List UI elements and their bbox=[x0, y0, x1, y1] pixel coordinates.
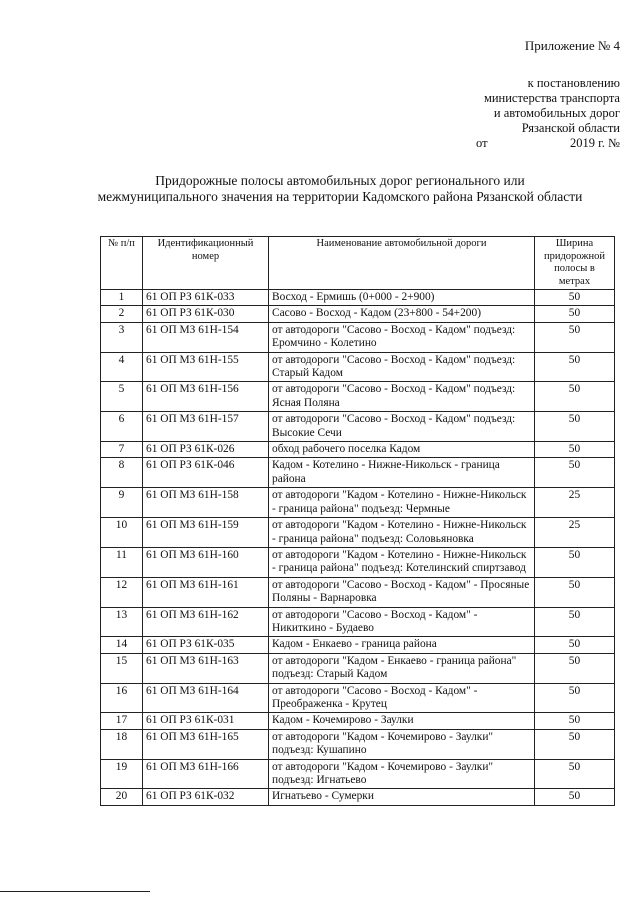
row-id: 61 ОП РЗ 61К-026 bbox=[143, 442, 269, 458]
header-id: Идентификационный номер bbox=[143, 237, 269, 290]
row-width: 50 bbox=[535, 547, 615, 577]
table-row bbox=[101, 577, 615, 607]
row-id: 61 ОП РЗ 61К-033 bbox=[143, 290, 269, 306]
table-body bbox=[101, 290, 615, 806]
resolution-line: к постановлению bbox=[527, 76, 620, 90]
row-num: 12 bbox=[101, 577, 143, 607]
table-row bbox=[101, 729, 615, 759]
row-name: от автодороги "Сасово - Восход - Кадом" подъезд: Ясная Поляна bbox=[269, 382, 535, 412]
row-name: от автодороги "Сасово - Восход - Кадом" - Преображенка - Крутец bbox=[269, 683, 535, 713]
table-header-row bbox=[101, 237, 615, 290]
table-row bbox=[101, 306, 615, 322]
row-id: 61 ОП МЗ 61Н-166 bbox=[143, 759, 269, 789]
row-name: от автодороги "Кадом - Кочемирово - Заулки" подъезд: Кушапино bbox=[269, 729, 535, 759]
row-width: 50 bbox=[535, 789, 615, 805]
header-num: № п/п bbox=[101, 237, 143, 290]
row-id: 61 ОП РЗ 61К-035 bbox=[143, 637, 269, 653]
document-title: Придорожные полосы автомобильных дорог регионального или межмуниципального значения на территории Кадомского района Рязанской области bbox=[97, 173, 583, 204]
row-num: 17 bbox=[101, 713, 143, 729]
table-row bbox=[101, 713, 615, 729]
row-id: 61 ОП МЗ 61Н-157 bbox=[143, 412, 269, 442]
row-width: 50 bbox=[535, 458, 615, 488]
row-name: обход рабочего поселка Кадом bbox=[269, 442, 535, 458]
row-num: 15 bbox=[101, 653, 143, 683]
row-name: от автодороги "Сасово - Восход - Кадом" подъезд: Старый Кадом bbox=[269, 352, 535, 382]
table-row bbox=[101, 458, 615, 488]
date-year-label: 2019 г. № bbox=[569, 136, 620, 150]
row-id: 61 ОП МЗ 61Н-155 bbox=[143, 352, 269, 382]
resolution-line: министерства транспорта bbox=[483, 91, 620, 105]
row-name: от автодороги "Кадом - Енкаево - граница района" подъезд: Старый Кадом bbox=[269, 653, 535, 683]
row-id: 61 ОП МЗ 61Н-163 bbox=[143, 653, 269, 683]
table-row bbox=[101, 607, 615, 637]
table-row bbox=[101, 789, 615, 805]
table-row bbox=[101, 683, 615, 713]
row-name: от автодороги "Кадом - Кочемирово - Заулки" подъезд: Игнатьево bbox=[269, 759, 535, 789]
table-row bbox=[101, 637, 615, 653]
row-width: 50 bbox=[535, 607, 615, 637]
resolution-line: и автомобильных дорог bbox=[493, 106, 620, 120]
table-row bbox=[101, 322, 615, 352]
resolution-block bbox=[420, 76, 620, 151]
table-row bbox=[101, 290, 615, 306]
row-id: 61 ОП РЗ 61К-046 bbox=[143, 458, 269, 488]
row-id: 61 ОП РЗ 61К-030 bbox=[143, 306, 269, 322]
row-name: Кадом - Кочемирово - Заулки bbox=[269, 713, 535, 729]
row-num: 8 bbox=[101, 458, 143, 488]
row-name: от автодороги "Сасово - Восход - Кадом" - Никиткино - Будаево bbox=[269, 607, 535, 637]
row-id: 61 ОП МЗ 61Н-156 bbox=[143, 382, 269, 412]
table-row bbox=[101, 653, 615, 683]
row-num: 18 bbox=[101, 729, 143, 759]
row-num: 10 bbox=[101, 518, 143, 548]
date-from-label: от bbox=[476, 136, 488, 150]
row-width: 50 bbox=[535, 729, 615, 759]
row-num: 11 bbox=[101, 547, 143, 577]
row-num: 1 bbox=[101, 290, 143, 306]
row-num: 2 bbox=[101, 306, 143, 322]
row-id: 61 ОП МЗ 61Н-162 bbox=[143, 607, 269, 637]
row-name: Кадом - Котелино - Нижне-Никольск - граница района bbox=[269, 458, 535, 488]
row-name: Сасово - Восход - Кадом (23+800 - 54+200) bbox=[269, 306, 535, 322]
table-row bbox=[101, 518, 615, 548]
table-row bbox=[101, 759, 615, 789]
appendix-label: Приложение № 4 bbox=[524, 38, 620, 53]
row-width: 50 bbox=[535, 442, 615, 458]
table-row bbox=[101, 352, 615, 382]
footnote-divider bbox=[0, 891, 150, 892]
row-name: от автодороги "Кадом - Котелино - Нижне-Никольск - граница района" подъезд: Чермные bbox=[269, 488, 535, 518]
row-num: 19 bbox=[101, 759, 143, 789]
header-name: Наименование автомобильной дороги bbox=[269, 237, 535, 290]
row-id: 61 ОП МЗ 61Н-158 bbox=[143, 488, 269, 518]
row-num: 5 bbox=[101, 382, 143, 412]
row-num: 6 bbox=[101, 412, 143, 442]
row-width: 50 bbox=[535, 577, 615, 607]
row-name: от автодороги "Сасово - Восход - Кадом" подъезд: Еромчино - Колетино bbox=[269, 322, 535, 352]
resolution-date-line bbox=[476, 136, 620, 151]
row-width: 50 bbox=[535, 683, 615, 713]
row-num: 14 bbox=[101, 637, 143, 653]
row-width: 50 bbox=[535, 713, 615, 729]
row-id: 61 ОП МЗ 61Н-165 bbox=[143, 729, 269, 759]
row-id: 61 ОП РЗ 61К-031 bbox=[143, 713, 269, 729]
row-width: 50 bbox=[535, 306, 615, 322]
row-id: 61 ОП МЗ 61Н-164 bbox=[143, 683, 269, 713]
row-width: 50 bbox=[535, 759, 615, 789]
row-id: 61 ОП МЗ 61Н-154 bbox=[143, 322, 269, 352]
row-id: 61 ОП МЗ 61Н-159 bbox=[143, 518, 269, 548]
row-id: 61 ОП МЗ 61Н-161 bbox=[143, 577, 269, 607]
row-width: 50 bbox=[535, 637, 615, 653]
row-id: 61 ОП МЗ 61Н-160 bbox=[143, 547, 269, 577]
resolution-line: Рязанской области bbox=[521, 121, 620, 135]
header-width: Ширина придорожной полосы в метрах bbox=[535, 237, 615, 290]
row-width: 50 bbox=[535, 653, 615, 683]
row-name: Кадом - Енкаево - граница района bbox=[269, 637, 535, 653]
row-width: 50 bbox=[535, 290, 615, 306]
row-name: от автодороги "Кадом - Котелино - Нижне-Никольск - граница района" подъезд: Котелинский спиртзавод bbox=[269, 547, 535, 577]
row-width: 50 bbox=[535, 412, 615, 442]
row-num: 7 bbox=[101, 442, 143, 458]
row-id: 61 ОП РЗ 61К-032 bbox=[143, 789, 269, 805]
row-name: от автодороги "Сасово - Восход - Кадом" - Просяные Поляны - Варнаровка bbox=[269, 577, 535, 607]
row-num: 9 bbox=[101, 488, 143, 518]
row-width: 25 bbox=[535, 518, 615, 548]
roads-table bbox=[100, 236, 615, 806]
table-row bbox=[101, 382, 615, 412]
row-width: 50 bbox=[535, 382, 615, 412]
row-num: 20 bbox=[101, 789, 143, 805]
row-num: 13 bbox=[101, 607, 143, 637]
row-name: Восход - Ермишь (0+000 - 2+900) bbox=[269, 290, 535, 306]
row-width: 25 bbox=[535, 488, 615, 518]
row-num: 16 bbox=[101, 683, 143, 713]
table-row bbox=[101, 488, 615, 518]
row-width: 50 bbox=[535, 352, 615, 382]
row-width: 50 bbox=[535, 322, 615, 352]
table-row bbox=[101, 442, 615, 458]
table-row bbox=[101, 547, 615, 577]
row-num: 3 bbox=[101, 322, 143, 352]
row-num: 4 bbox=[101, 352, 143, 382]
row-name: Игнатьево - Сумерки bbox=[269, 789, 535, 805]
row-name: от автодороги "Сасово - Восход - Кадом" подъезд: Высокие Сечи bbox=[269, 412, 535, 442]
table-row bbox=[101, 412, 615, 442]
row-name: от автодороги "Кадом - Котелино - Нижне-Никольск - граница района" подъезд: Соловьяновка bbox=[269, 518, 535, 548]
